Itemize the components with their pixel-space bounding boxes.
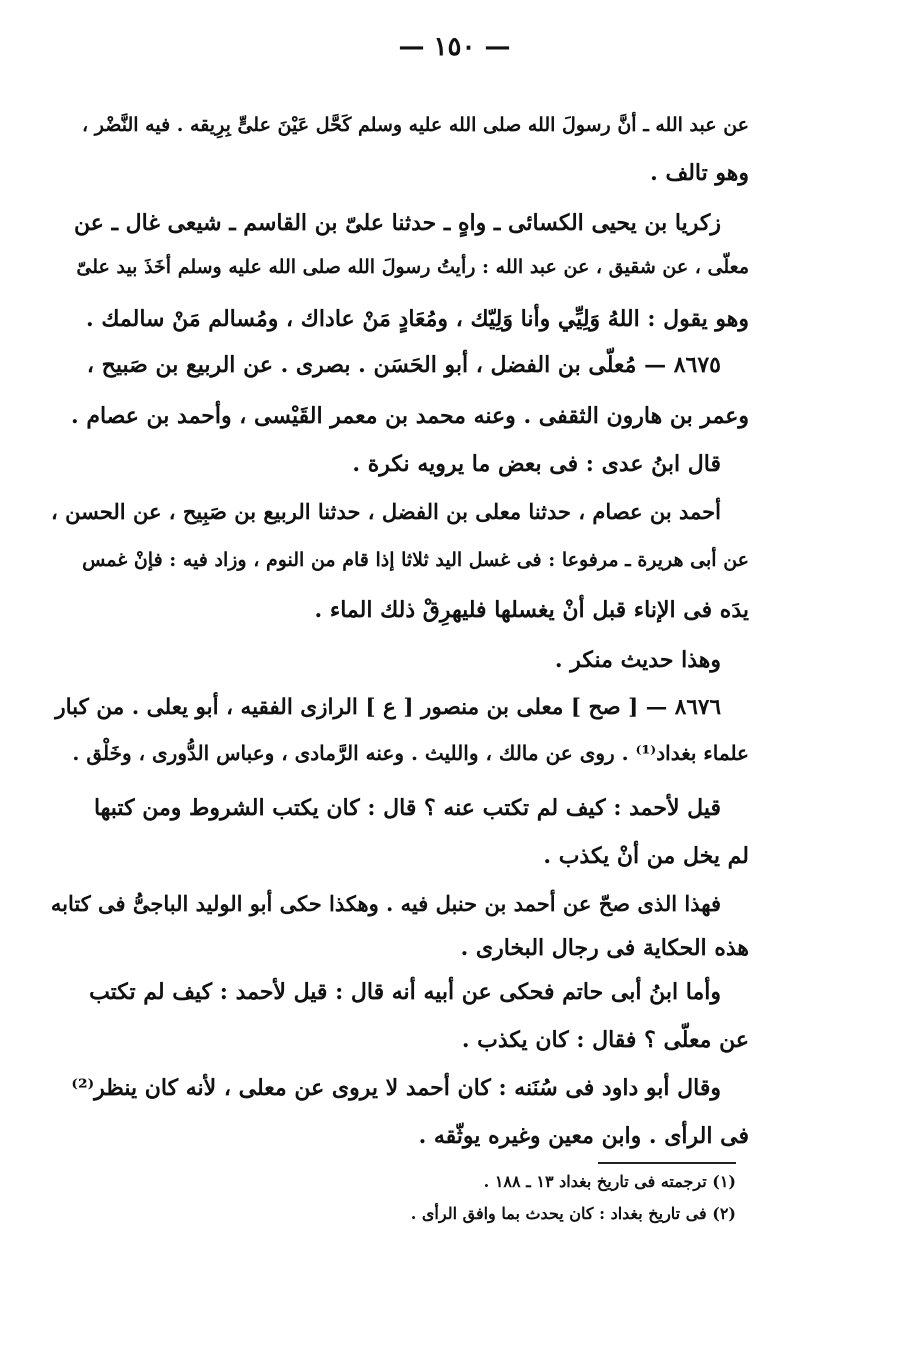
text-line: يدَه فى الإناء قبل أنْ يغسلها فليهرِقْ ذلك الماء . [314, 597, 749, 623]
text-line: هذه الحكاية فى رجال البخارى . [460, 935, 749, 961]
text-line: أحمد بن عصام ، حدثنا معلى بن الفضل ، حدثنا الربيع بن صَبِيح ، عن الحسن ، [51, 499, 721, 524]
text-line: علماء بغداد⁽¹⁾ . روى عن مالك ، والليث . وعنه الرَّمادى ، وعباس الدُّورى ، وخَلْق . [72, 741, 749, 765]
text-line: عن معلّى ؟ فقال : كان يكذب . [461, 1027, 749, 1053]
page-number: — ١٥٠ — [398, 32, 511, 62]
text-line: عن عبد الله ـ أنَّ رسولَ الله صلى الله عليه وسلم كَحَّل عَيْنَ علىٍّ بِرِيقه . فيه النَّضْر ، [82, 114, 749, 136]
text-line: لم يخل من أنْ يكذب . [543, 843, 749, 869]
text-line: قال ابنُ عدى : فى بعض ما يرويه نكرة . [352, 451, 721, 477]
text-line: فهذا الذى صحّ عن أحمد بن حنبل فيه . وهكذا حكى أبو الوليد الباجىُّ فى كتابه [50, 891, 721, 916]
footnote: (٢) فى تاريخ بغداد : كان يحدث بما وافق الرأى . [410, 1204, 736, 1223]
text-line: وهذا حديث منكر . [554, 647, 721, 673]
text-line: عن أبى هريرة ـ مرفوعا : فى غسل اليد ثلاثا إذا قام من النوم ، وزاد فيه : فإنْ غمس [82, 549, 749, 571]
entry-8675-heading: ٨٦٧٥ — مُعلّى بن الفضل ، أبو الحَسَن . بصرى . عن الربيع بن صَبيح ، [86, 352, 721, 378]
text-line: وقال أبو داود فى سُنَنه : كان أحمد لا يروى عن معلى ، لأنه كان ينظر⁽²⁾ [71, 1075, 721, 1101]
footnote: (١) ترجمته فى تاريخ بغداد ١٣ ـ ١٨٨ . [483, 1172, 736, 1191]
text-line: وعمر بن هارون الثقفى . وعنه محمد بن معمر القَيْسى ، وأحمد بن عصام . [71, 403, 749, 429]
text-line: فى الرأى . وابن معين وغيره يوثّقه . [418, 1123, 749, 1149]
text-line: وأما ابنُ أبى حاتم فحكى عن أبيه أنه قال : قيل لأحمد : كيف لم تكتب [89, 979, 721, 1005]
text-line: قيل لأحمد : كيف لم تكتب عنه ؟ قال : كان يكتب الشروط ومن كتبها [93, 795, 721, 821]
footnote-divider [598, 1162, 736, 1164]
text-line: وهو يقول : اللهُ وَلِيِّي وأنا وَلِيّك ، ومُعَادٍ مَنْ عاداك ، ومُسالم مَنْ سالمك . [86, 306, 749, 332]
text-line: معلّى ، عن شقيق ، عن عبد الله : رأيتُ رسولَ الله صلى الله عليه وسلم أخَذَ بيد علىّ [76, 256, 749, 278]
entry-8676-heading: ٨٦٧٦ — [ صح ] معلى بن منصور [ ع ] الرازى الفقيه ، أبو يعلى . من كبار [55, 695, 721, 720]
text-line: زكريا بن يحيى الكسائى ـ واهٍ ـ حدثنا علىّ بن القاسم ـ شيعى غال ـ عن [74, 210, 721, 236]
text-line: وهو تالف . [650, 160, 749, 186]
